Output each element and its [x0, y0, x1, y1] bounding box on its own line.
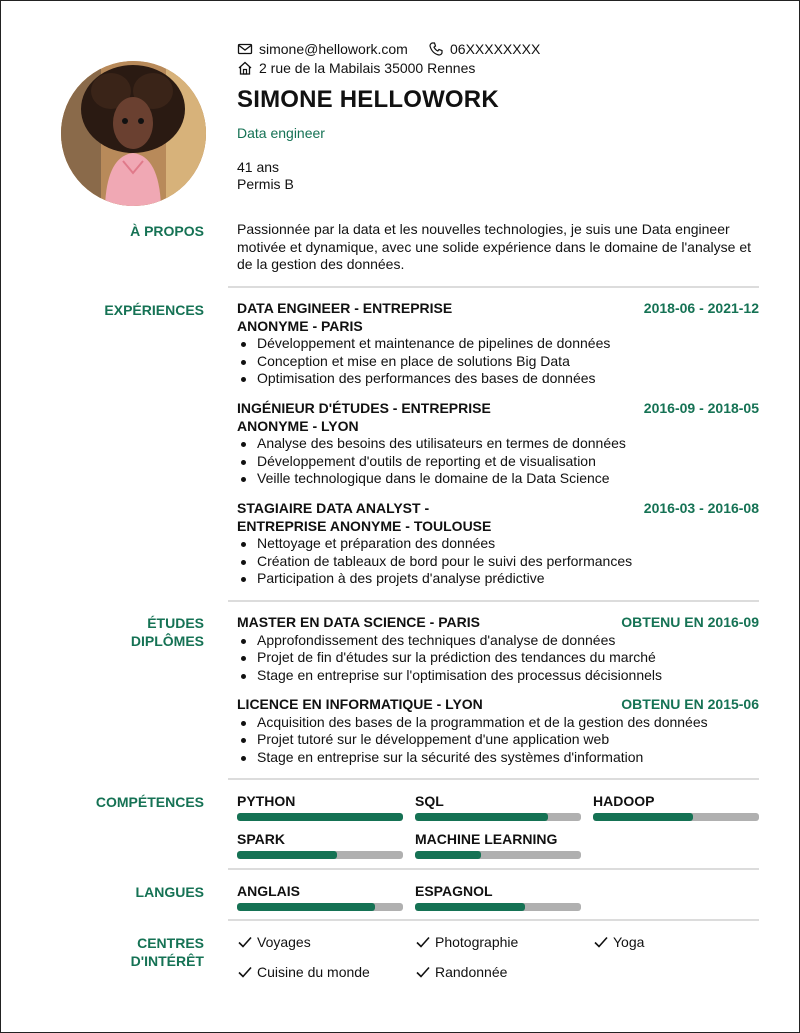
phone-contact — [428, 41, 540, 57]
list-item: Projet tutoré sur le développement d'une application web — [237, 731, 759, 749]
experience-title-line2: ANONYME - LYON — [237, 417, 359, 434]
interest-label: Yoga — [613, 934, 645, 950]
experience-title-line1: STAGIAIRE DATA ANALYST - — [237, 500, 430, 516]
list-item: Acquisition des bases de la programmation et de la gestion des données — [237, 714, 759, 732]
list-item: Création de tableaux de bord pour le suivi des performances — [237, 553, 759, 571]
list-item: Projet de fin d'études sur la prédiction des tendances du marché — [237, 649, 759, 667]
language-label: ANGLAIS — [237, 883, 300, 899]
education-date: OBTENU EN 2015-06 — [621, 696, 759, 712]
interest-item — [593, 934, 644, 950]
education-bullets — [237, 714, 759, 767]
skill-item — [593, 793, 759, 821]
interest-item — [415, 964, 507, 980]
check-icon — [415, 934, 431, 950]
list-item: Développement d'outils de reporting et de visualisation — [237, 453, 759, 471]
skill-bar — [415, 851, 581, 859]
home-icon — [237, 60, 253, 76]
skill-bar-fill — [593, 813, 693, 821]
skill-label: SQL — [415, 793, 444, 809]
experience-title-line2: ENTREPRISE ANONYME - TOULOUSE — [237, 517, 492, 534]
language-label: ESPAGNOL — [415, 883, 493, 899]
section-title-experiences: EXPÉRIENCES — [104, 302, 204, 318]
experience-date: 2016-03 - 2016-08 — [643, 500, 759, 516]
language-item — [415, 883, 581, 911]
skill-item — [237, 831, 403, 859]
section-title-interests-line1: CENTRES — [137, 935, 204, 951]
list-item: Optimisation des performances des bases de données — [237, 370, 759, 388]
interest-item — [237, 934, 311, 950]
list-item: Participation à des projets d'analyse prédictive — [237, 570, 759, 588]
check-icon — [593, 934, 609, 950]
experience-bullets — [237, 535, 759, 588]
skill-item — [237, 793, 403, 821]
list-item: Nettoyage et préparation des données — [237, 535, 759, 553]
education-title: MASTER EN DATA SCIENCE - PARIS — [237, 614, 480, 630]
interest-label: Photographie — [435, 934, 519, 950]
skill-item — [415, 831, 581, 859]
education-date: OBTENU EN 2016-09 — [621, 614, 759, 630]
address-text: 2 rue de la Mabilais 35000 Rennes — [259, 60, 476, 76]
language-bar-fill — [415, 903, 525, 911]
language-bar-fill — [237, 903, 375, 911]
check-icon — [237, 934, 253, 950]
skill-bar-fill — [237, 813, 403, 821]
section-title-languages: LANGUES — [135, 884, 204, 900]
interest-label: Voyages — [257, 934, 311, 950]
section-title-education — [131, 614, 204, 650]
candidate-name: SIMONE HELLOWORK — [237, 86, 499, 113]
section-title-education-line1: ÉTUDES — [147, 615, 204, 631]
email-text: simone@hellowork.com — [259, 41, 408, 57]
skill-item — [415, 793, 581, 821]
skill-bar — [593, 813, 759, 821]
check-icon — [415, 964, 431, 980]
email-contact — [237, 41, 408, 57]
list-item: Veille technologique dans le domaine de la Data Science — [237, 470, 759, 488]
list-item: Analyse des besoins des utilisateurs en termes de données — [237, 435, 759, 453]
separator — [228, 868, 759, 870]
list-item: Stage en entreprise sur l'optimisation des processus décisionnels — [237, 667, 759, 685]
about-text: Passionnée par la data et les nouvelles technologies, je suis une Data engineer motivée et dynamique, avec une solide expérience dans le domaine de l'analyse et de la gestion des données. — [237, 221, 751, 272]
experience-date: 2018-06 - 2021-12 — [643, 300, 759, 316]
phone-icon — [428, 41, 444, 57]
experience-title-line1: DATA ENGINEER - ENTREPRISE — [237, 300, 453, 316]
section-title-about: À PROPOS — [130, 223, 204, 239]
interest-label: Randonnée — [435, 964, 508, 980]
section-title-education-line2: DIPLÔMES — [130, 633, 204, 649]
language-item — [237, 883, 403, 911]
experience-bullets — [237, 335, 759, 388]
section-title-interests — [131, 934, 204, 970]
language-bar — [415, 903, 581, 911]
check-icon — [237, 964, 253, 980]
interest-label: Cuisine du monde — [257, 964, 370, 980]
interest-item — [415, 934, 518, 950]
experience-title-line1: INGÉNIEUR D'ÉTUDES - ENTREPRISE — [237, 400, 491, 416]
section-title-interests-line2: D'INTÉRÊT — [130, 953, 204, 969]
skill-label: PYTHON — [237, 793, 296, 809]
job-title: Data engineer — [237, 125, 325, 141]
skill-label: HADOOP — [593, 793, 655, 809]
education-bullets — [237, 632, 759, 685]
separator — [228, 919, 759, 921]
skill-bar — [237, 851, 403, 859]
phone-text: 06XXXXXXXX — [450, 41, 541, 57]
experience-date: 2016-09 - 2018-05 — [643, 400, 759, 416]
skill-label: SPARK — [237, 831, 285, 847]
skill-label: MACHINE LEARNING — [415, 831, 558, 847]
list-item: Conception et mise en place de solutions Big Data — [237, 353, 759, 371]
skill-bar-fill — [415, 813, 548, 821]
address-contact — [237, 60, 475, 76]
skill-bar — [415, 813, 581, 821]
skill-bar-fill — [237, 851, 337, 859]
language-bar — [237, 903, 403, 911]
interest-item — [237, 964, 370, 980]
avatar — [61, 61, 206, 206]
experience-title-line2: ANONYME - PARIS — [237, 317, 363, 334]
list-item: Développement et maintenance de pipelines de données — [237, 335, 759, 353]
age: 41 ans — [237, 159, 280, 175]
separator — [228, 778, 759, 780]
skill-bar — [237, 813, 403, 821]
section-title-skills: COMPÉTENCES — [95, 794, 204, 810]
separator — [228, 600, 759, 602]
separator — [228, 286, 759, 288]
skill-bar-fill — [415, 851, 481, 859]
education-title: LICENCE EN INFORMATIQUE - LYON — [237, 696, 483, 712]
mail-icon — [237, 41, 253, 57]
list-item: Approfondissement des techniques d'analyse de données — [237, 632, 759, 650]
list-item: Stage en entreprise sur la sécurité des systèmes d'information — [237, 749, 759, 767]
experience-bullets — [237, 435, 759, 488]
license: Permis B — [237, 176, 294, 192]
